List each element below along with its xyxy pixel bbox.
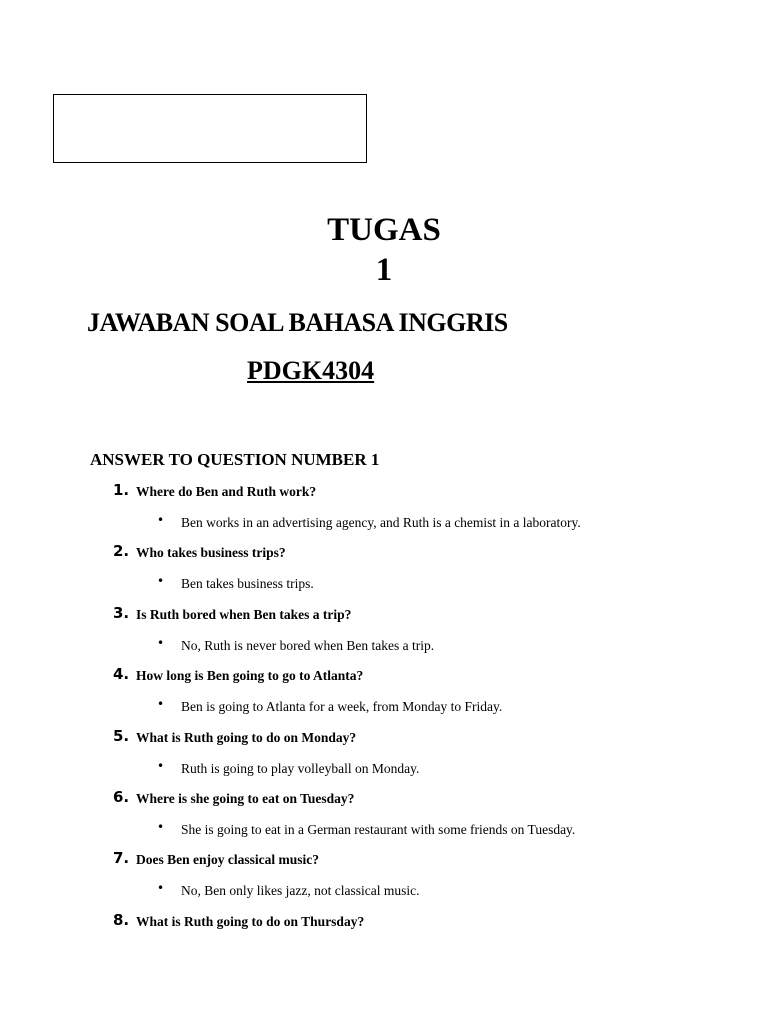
question-text: Is Ruth bored when Ben takes a trip? — [136, 606, 352, 622]
question-number: 2. — [113, 542, 130, 561]
empty-box — [53, 94, 367, 163]
question-text: Where is she going to eat on Tuesday? — [136, 790, 355, 806]
answer-text: Ben takes business trips. — [181, 576, 314, 592]
section-heading: ANSWER TO QUESTION NUMBER 1 — [90, 450, 380, 469]
qa-item — [0, 664, 768, 725]
bullet-icon: • — [157, 697, 165, 712]
answer-text: No, Ruth is never bored when Ben takes a trip. — [181, 637, 435, 653]
question-number: 6. — [113, 787, 130, 806]
assignment-title — [284, 210, 484, 290]
answer-text: Ben is going to Atlanta for a week, from Monday to Friday. — [181, 699, 503, 715]
bullet-icon: • — [157, 574, 165, 589]
title-line-2: 1 — [375, 252, 393, 288]
qa-item — [0, 787, 768, 848]
qa-item — [0, 603, 768, 664]
bullet-icon: • — [157, 881, 165, 896]
question-number: 5. — [113, 726, 130, 745]
bullet-icon: • — [157, 635, 165, 650]
question-number: 8. — [113, 910, 130, 929]
qa-item — [0, 541, 768, 602]
title-line-1: TUGAS — [327, 212, 441, 248]
qa-item — [0, 480, 768, 541]
question-text: How long is Ben going to go to Atlanta? — [136, 668, 364, 684]
question-number: 7. — [113, 849, 130, 868]
question-number: 4. — [113, 665, 130, 684]
answer-text: No, Ben only likes jazz, not classical music. — [181, 883, 420, 899]
bullet-icon: • — [157, 513, 165, 527]
question-text: Who takes business trips? — [136, 545, 286, 561]
bullet-icon: • — [157, 758, 165, 773]
question-text: What is Ruth going to do on Monday? — [136, 729, 357, 745]
question-text: Does Ben enjoy classical music? — [136, 852, 319, 868]
answer-text: She is going to eat in a German restaurant with some friends on Tuesday. — [181, 821, 576, 837]
answer-text: Ben works in an advertising agency, and Ruth is a chemist in a laboratory. — [181, 515, 581, 530]
subject-heading: JAWABAN SOAL BAHASA INGGRIS — [87, 308, 508, 337]
question-text: Where do Ben and Ruth work? — [136, 484, 317, 499]
course-code: PDGK4304 — [247, 356, 375, 385]
question-number: 1. — [113, 481, 130, 499]
qa-item — [0, 910, 768, 971]
qa-list — [0, 480, 768, 971]
answer-text: Ruth is going to play volleyball on Monday. — [181, 760, 420, 776]
question-number: 3. — [113, 603, 130, 622]
qa-item — [0, 726, 768, 787]
question-text: What is Ruth going to do on Thursday? — [136, 913, 365, 929]
qa-item — [0, 848, 768, 909]
bullet-icon: • — [157, 819, 165, 834]
